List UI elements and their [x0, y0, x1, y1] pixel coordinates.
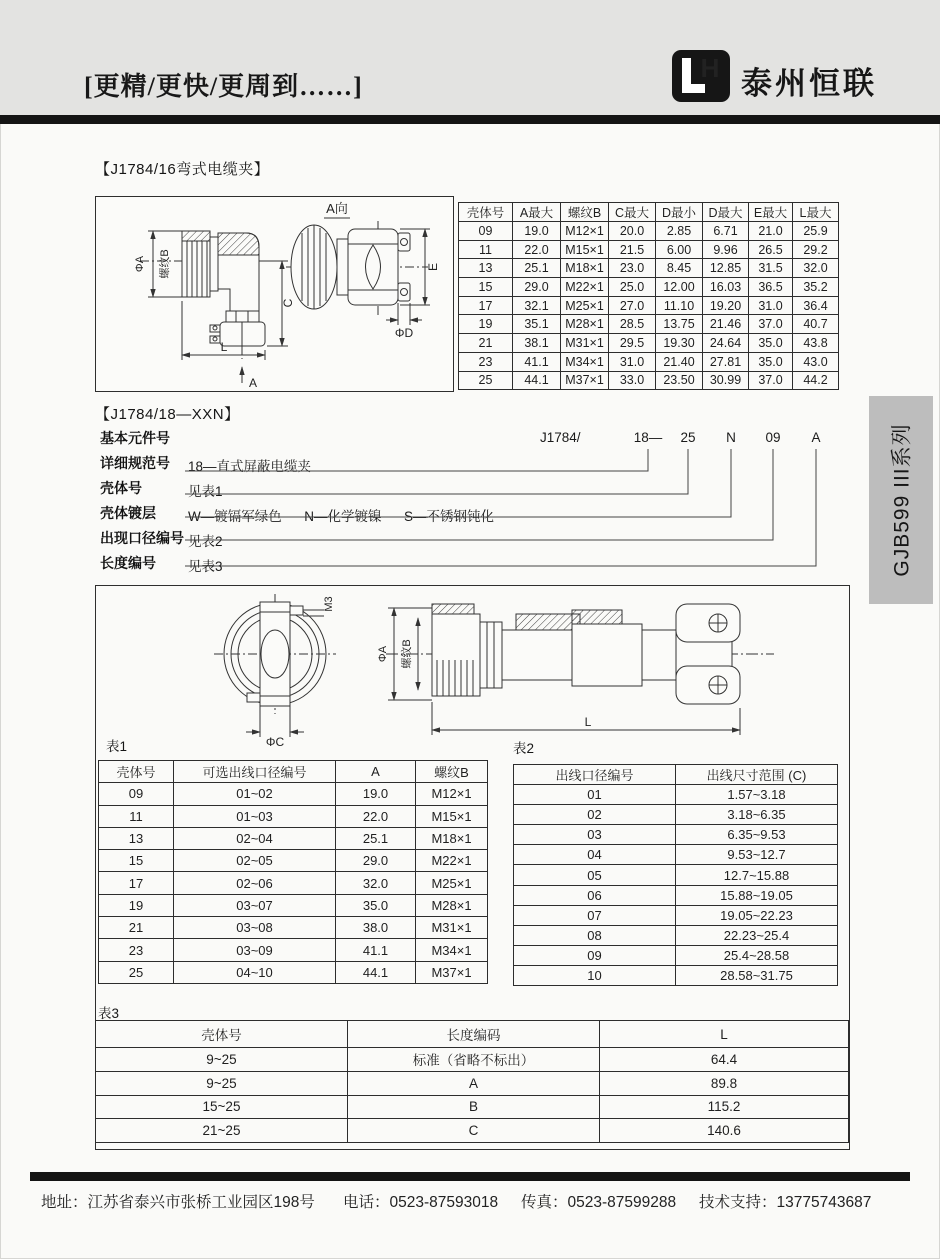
table-cell: 10 — [514, 965, 676, 985]
table-cell: 32.1 — [513, 296, 561, 315]
table-cell: 38.1 — [513, 334, 561, 353]
table-cell: 43.8 — [793, 334, 839, 353]
table-row — [99, 805, 488, 827]
table-cell: 05 — [514, 865, 676, 885]
table-cell: 17 — [459, 296, 513, 315]
table-cell: 01~02 — [174, 783, 336, 805]
svg-text:H: H — [700, 53, 720, 83]
table-row — [459, 278, 839, 297]
table-cell: 8.45 — [656, 259, 703, 278]
column-header: 长度编码 — [348, 1021, 600, 1048]
table-cell: 09 — [514, 945, 676, 965]
pn-connector-lines — [95, 420, 855, 580]
table-cell: 24.64 — [703, 334, 749, 353]
outlet-size-table — [513, 764, 838, 986]
table-row — [459, 259, 839, 278]
dim-label-a-view: A向 — [326, 201, 348, 216]
table-cell: 37.0 — [749, 315, 793, 334]
table-cell: 29.0 — [513, 278, 561, 297]
table-row — [459, 334, 839, 353]
table-cell: 15~25 — [96, 1095, 348, 1119]
table-cell: 标准（省略不标出） — [348, 1048, 600, 1072]
section2-title: 【J1784/18—XXN】 — [95, 406, 240, 423]
table-cell: 19 — [459, 315, 513, 334]
table-cell: M18×1 — [561, 259, 609, 278]
table-cell: A — [348, 1071, 600, 1095]
table-cell: 07 — [514, 905, 676, 925]
table-cell: 25.0 — [609, 278, 656, 297]
column-header: C最大 — [609, 203, 656, 222]
table-row — [459, 352, 839, 371]
table-cell: 20.0 — [609, 222, 656, 241]
column-header: A最大 — [513, 203, 561, 222]
table-row — [96, 1071, 849, 1095]
column-header: D最小 — [656, 203, 703, 222]
table-cell: 13 — [99, 827, 174, 849]
table-cell: 19 — [99, 894, 174, 916]
table-cell: 35.0 — [749, 334, 793, 353]
table-cell: 35.2 — [793, 278, 839, 297]
table-cell: C — [348, 1119, 600, 1143]
table-row — [459, 222, 839, 241]
table-row — [99, 894, 488, 916]
table-cell: 01 — [514, 785, 676, 805]
table-cell: 33.0 — [609, 371, 656, 390]
table-cell: 06 — [514, 885, 676, 905]
table-cell: B — [348, 1095, 600, 1119]
table-cell: M31×1 — [416, 917, 488, 939]
table-cell: 29.5 — [609, 334, 656, 353]
table-cell: 12.85 — [703, 259, 749, 278]
column-header: 出线尺寸范围 (C) — [676, 765, 838, 785]
table-cell: 16.03 — [703, 278, 749, 297]
table-cell: 19.0 — [336, 783, 416, 805]
column-header: D最大 — [703, 203, 749, 222]
table-cell: M25×1 — [561, 296, 609, 315]
table-cell: 31.0 — [749, 296, 793, 315]
pn-code-prefix: J1784/ — [540, 430, 581, 445]
pn-value-shell: 见表1 — [188, 484, 223, 499]
table-cell: 29.0 — [336, 850, 416, 872]
table-row — [514, 785, 838, 805]
table-cell: M37×1 — [416, 961, 488, 983]
table-cell: M28×1 — [561, 315, 609, 334]
table-cell: 09 — [459, 222, 513, 241]
column-header: E最大 — [749, 203, 793, 222]
table-cell: 64.4 — [600, 1048, 849, 1072]
table-row — [514, 825, 838, 845]
table-cell: 36.4 — [793, 296, 839, 315]
column-header: 壳体号 — [99, 761, 174, 783]
table-cell: 41.1 — [513, 352, 561, 371]
table-cell: M12×1 — [416, 783, 488, 805]
table-cell: M18×1 — [416, 827, 488, 849]
table-cell: 6.35~9.53 — [676, 825, 838, 845]
footer-support: 技术支持：13775743687 — [699, 1194, 872, 1211]
table-cell: 15 — [459, 278, 513, 297]
dim-label-thread-b2: 螺纹B — [401, 639, 413, 669]
footer-fax: 传真：0523-87599288 — [521, 1194, 677, 1211]
pn-label-length: 长度编号 — [100, 555, 156, 571]
table-cell: 35.1 — [513, 315, 561, 334]
table-cell: M34×1 — [561, 352, 609, 371]
table-cell: 13 — [459, 259, 513, 278]
pn-code-length: A — [811, 430, 821, 445]
table-cell: M31×1 — [561, 334, 609, 353]
table-cell: 13.75 — [656, 315, 703, 334]
table-cell: 25 — [99, 961, 174, 983]
table-cell: 22.0 — [336, 805, 416, 827]
column-header: 螺纹B — [561, 203, 609, 222]
table-cell: 44.1 — [336, 961, 416, 983]
table-row — [514, 845, 838, 865]
table-cell: 03~07 — [174, 894, 336, 916]
table1-caption: 表1 — [106, 739, 128, 754]
table-row — [514, 805, 838, 825]
column-header: 螺纹B — [416, 761, 488, 783]
table-cell: 03~09 — [174, 939, 336, 961]
column-header: A — [336, 761, 416, 783]
table-cell: 19.0 — [513, 222, 561, 241]
table-cell: 40.7 — [793, 315, 839, 334]
table-cell: 35.0 — [336, 894, 416, 916]
table-header-row — [459, 203, 839, 222]
table-cell: M28×1 — [416, 894, 488, 916]
table-row — [96, 1095, 849, 1119]
table-cell: 32.0 — [793, 259, 839, 278]
table-cell: 11 — [99, 805, 174, 827]
table-row — [99, 783, 488, 805]
series-tab — [869, 396, 933, 604]
table-row — [99, 939, 488, 961]
table-cell: 21~25 — [96, 1119, 348, 1143]
column-header: L — [600, 1021, 849, 1048]
column-header: 壳体号 — [459, 203, 513, 222]
table-cell: 22.0 — [513, 240, 561, 259]
table-cell: 28.5 — [609, 315, 656, 334]
table-cell: 04~10 — [174, 961, 336, 983]
table-cell: 6.00 — [656, 240, 703, 259]
table-header-row — [99, 761, 488, 783]
pn-code-shell: 25 — [680, 430, 696, 445]
table-cell: M15×1 — [561, 240, 609, 259]
table-cell: M37×1 — [561, 371, 609, 390]
table-cell: 38.0 — [336, 917, 416, 939]
length-code-table — [95, 1020, 849, 1143]
pn-value-length: 见表3 — [188, 559, 223, 574]
table-cell: 25.4~28.58 — [676, 945, 838, 965]
table-row — [459, 371, 839, 390]
table-row — [514, 865, 838, 885]
footer-address: 地址：江苏省泰兴市张桥工业园区198号 — [41, 1194, 315, 1211]
pn-code-plating: N — [726, 430, 736, 445]
table-row — [514, 945, 838, 965]
dim-label-phi-d: ΦD — [394, 326, 414, 340]
table2-caption: 表2 — [513, 741, 535, 756]
table-cell: 35.0 — [749, 352, 793, 371]
table-cell: 02~05 — [174, 850, 336, 872]
table-cell: 37.0 — [749, 371, 793, 390]
table-cell: 27.0 — [609, 296, 656, 315]
table-cell: 140.6 — [600, 1119, 849, 1143]
section1-title: 【J1784/16弯式电缆夹】 — [95, 161, 270, 178]
table-cell: 43.0 — [793, 352, 839, 371]
pn-value-plating: W—镀镉军绿色 N—化学镀镍 S—不锈钢钝化 — [188, 509, 495, 524]
table-cell: 21.40 — [656, 352, 703, 371]
table-cell: 9.53~12.7 — [676, 845, 838, 865]
table-cell: 03 — [514, 825, 676, 845]
table-cell: 08 — [514, 925, 676, 945]
table-cell: 15 — [99, 850, 174, 872]
table-cell: 44.1 — [513, 371, 561, 390]
pn-label-basic: 基本元件号 — [100, 430, 170, 446]
table-cell: 29.2 — [793, 240, 839, 259]
table-cell: 11.10 — [656, 296, 703, 315]
straight-clamp-drawing — [96, 588, 841, 748]
table-cell: 21.46 — [703, 315, 749, 334]
table-cell: 25.1 — [336, 827, 416, 849]
table-row — [99, 850, 488, 872]
pn-label-shell: 壳体号 — [100, 480, 142, 496]
pn-label-outlet: 出现口径编号 — [100, 530, 184, 546]
table-cell: M15×1 — [416, 805, 488, 827]
table-cell: 25.1 — [513, 259, 561, 278]
table-cell: 31.5 — [749, 259, 793, 278]
dim-label-l2: L — [584, 715, 592, 729]
table-cell: M12×1 — [561, 222, 609, 241]
column-header: 可选出线口径编号 — [174, 761, 336, 783]
dim-label-e: E — [426, 262, 440, 272]
column-header: L最大 — [793, 203, 839, 222]
table-row — [459, 315, 839, 334]
table-row — [514, 885, 838, 905]
table-cell: 25 — [459, 371, 513, 390]
table-cell: M34×1 — [416, 939, 488, 961]
dim-label-phi-c: ΦC — [265, 735, 285, 748]
table-cell: 21 — [99, 917, 174, 939]
table-cell: 23.0 — [609, 259, 656, 278]
table-cell: 9.96 — [703, 240, 749, 259]
table-header-row — [96, 1021, 849, 1048]
table-cell: 1.57~3.18 — [676, 785, 838, 805]
pn-label-plating: 壳体镀层 — [100, 505, 156, 521]
table-cell: 36.5 — [749, 278, 793, 297]
table-row — [96, 1048, 849, 1072]
table-cell: 22.23~25.4 — [676, 925, 838, 945]
table-row — [514, 925, 838, 945]
table-cell: 23 — [459, 352, 513, 371]
dim-label-thread-b: 螺纹B — [159, 249, 171, 279]
dim-label-m3: M3 — [323, 596, 335, 612]
section-arrow-label-a: A — [249, 376, 258, 390]
table-cell: 15.88~19.05 — [676, 885, 838, 905]
table-cell: M22×1 — [561, 278, 609, 297]
bent-clamp-spec-table — [458, 202, 839, 390]
table-cell: 19.20 — [703, 296, 749, 315]
table-cell: 23 — [99, 939, 174, 961]
table-cell: 19.05~22.23 — [676, 905, 838, 925]
table-cell: 89.8 — [600, 1071, 849, 1095]
table-cell: 9~25 — [96, 1071, 348, 1095]
table-header-row — [514, 765, 838, 785]
table-cell: 17 — [99, 872, 174, 894]
pn-code-outlet: 09 — [765, 430, 781, 445]
pn-value-outlet: 见表2 — [188, 534, 223, 549]
table-row — [514, 965, 838, 985]
dim-label-phi-a: ΦA — [134, 255, 146, 273]
table-cell: 02 — [514, 805, 676, 825]
dim-label-l: L — [220, 340, 228, 354]
pn-label-spec: 详细规范号 — [100, 455, 170, 471]
pn-code-spec: 18— — [633, 430, 663, 445]
table-row — [459, 296, 839, 315]
table-cell: 03~08 — [174, 917, 336, 939]
shell-outlet-table — [98, 760, 488, 984]
table-row — [99, 827, 488, 849]
table-cell: 11 — [459, 240, 513, 259]
table-cell: 25.9 — [793, 222, 839, 241]
table3-caption: 表3 — [98, 1006, 120, 1021]
table-row — [514, 905, 838, 925]
dim-label-phi-a2: ΦA — [377, 645, 389, 663]
table-cell: 09 — [99, 783, 174, 805]
table-row — [99, 917, 488, 939]
table-cell: 41.1 — [336, 939, 416, 961]
series-tab-label: GJB599 III系列 — [891, 423, 914, 577]
company-logo-icon — [672, 50, 730, 102]
footer-phone: 电话：0523-87593018 — [343, 1194, 499, 1211]
column-header: 出线口径编号 — [514, 765, 676, 785]
table-cell: 30.99 — [703, 371, 749, 390]
table-cell: 21.5 — [609, 240, 656, 259]
table-cell: 12.00 — [656, 278, 703, 297]
table-row — [99, 961, 488, 983]
table-row — [459, 240, 839, 259]
header-slogan: [更精/更快/更周到……] — [84, 72, 363, 101]
brand-name: 泰州恒联 — [741, 66, 877, 101]
table-cell: 44.2 — [793, 371, 839, 390]
table-cell: 6.71 — [703, 222, 749, 241]
table-row — [96, 1119, 849, 1143]
table-cell: M25×1 — [416, 872, 488, 894]
table-cell: 02~04 — [174, 827, 336, 849]
bent-clamp-drawing — [95, 196, 454, 392]
pn-value-spec: 18—直式屏蔽电缆夹 — [188, 459, 312, 474]
table-cell: 28.58~31.75 — [676, 965, 838, 985]
column-header: 壳体号 — [96, 1021, 348, 1048]
table-cell: 02~06 — [174, 872, 336, 894]
footer-divider — [30, 1172, 910, 1181]
table-cell: 12.7~15.88 — [676, 865, 838, 885]
table-cell: 27.81 — [703, 352, 749, 371]
table-cell: 2.85 — [656, 222, 703, 241]
table-cell: 21 — [459, 334, 513, 353]
table-cell: 19.30 — [656, 334, 703, 353]
table-cell: M22×1 — [416, 850, 488, 872]
table-cell: 23.50 — [656, 371, 703, 390]
table-cell: 21.0 — [749, 222, 793, 241]
table-cell: 01~03 — [174, 805, 336, 827]
table-cell: 9~25 — [96, 1048, 348, 1072]
table-cell: 3.18~6.35 — [676, 805, 838, 825]
table-row — [99, 872, 488, 894]
table-cell: 31.0 — [609, 352, 656, 371]
dim-label-c: C — [281, 298, 295, 308]
table-cell: 115.2 — [600, 1095, 849, 1119]
table-cell: 32.0 — [336, 872, 416, 894]
header-divider — [0, 115, 940, 124]
table-cell: 26.5 — [749, 240, 793, 259]
table-cell: 04 — [514, 845, 676, 865]
